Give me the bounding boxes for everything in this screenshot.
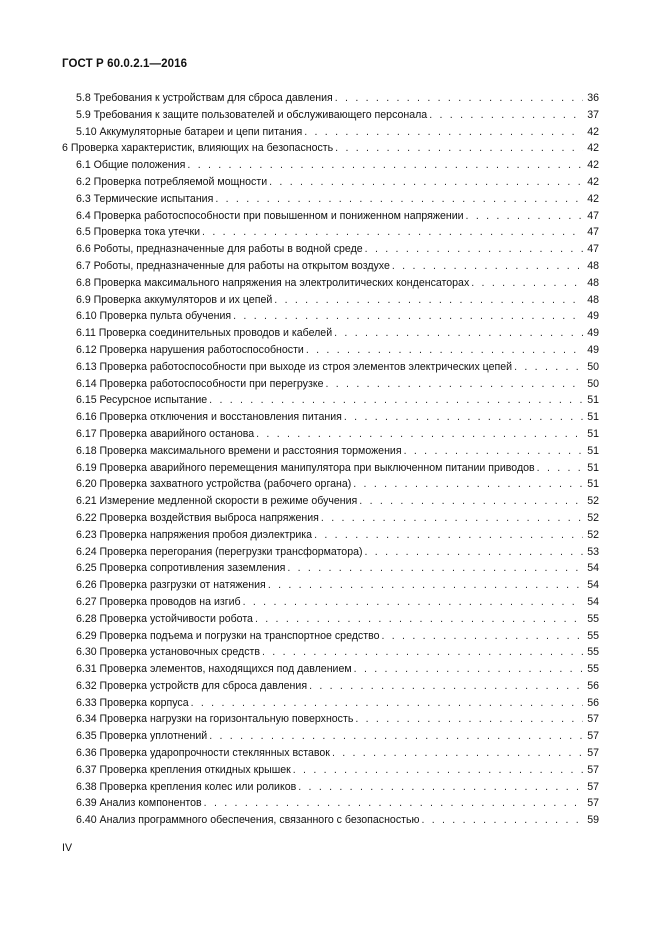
dot-leader (471, 275, 583, 292)
toc-entry-title: 6.15 Ресурсное испытание (76, 394, 208, 407)
toc-entry-page: 52 (587, 528, 599, 541)
toc-entry[interactable] (62, 560, 599, 577)
dot-leader (274, 292, 583, 309)
dot-leader (404, 443, 583, 460)
dot-leader (187, 157, 583, 174)
toc-entry[interactable] (62, 611, 599, 628)
toc-entry[interactable] (62, 795, 599, 812)
toc-entry-page: 57 (587, 780, 599, 793)
toc-entry-page: 42 (587, 192, 599, 205)
toc-entry[interactable] (62, 661, 599, 678)
toc-entry-title: 6.23 Проверка напряжения пробоя диэлектрика (76, 528, 313, 541)
toc-entry-title: 6.30 Проверка установочных средств (76, 646, 260, 659)
toc-entry-title: 6.5 Проверка тока утечки (76, 226, 201, 239)
dot-leader (344, 409, 583, 426)
dot-leader (204, 795, 583, 812)
toc-entry-page: 55 (587, 646, 599, 659)
dot-leader (365, 241, 583, 258)
toc-entry[interactable] (62, 359, 599, 376)
toc-entry[interactable] (62, 779, 599, 796)
toc-entry[interactable] (62, 728, 599, 745)
toc-entry[interactable] (62, 241, 599, 258)
toc-entry-title: 5.8 Требования к устройствам для сброса давления (76, 92, 333, 104)
toc-entry-page: 48 (587, 293, 599, 306)
toc-entry-title: 6.11 Проверка соединительных проводов и кабелей (76, 327, 333, 340)
toc-entry[interactable] (62, 376, 599, 393)
toc-entry-title: 6.29 Проверка подъема и погрузки на транспортное средство (76, 629, 380, 642)
toc-entry[interactable] (62, 493, 599, 510)
toc-entry-title: 6.18 Проверка максимального времени и расстояния торможения (76, 444, 402, 457)
toc-entry[interactable] (62, 174, 599, 191)
dot-leader (262, 644, 583, 661)
dot-leader (233, 308, 583, 325)
toc-entry-title: 6.40 Анализ программного обеспечения, связанного с безопасностью (76, 814, 420, 827)
toc-entry-title: 6.6 Роботы, предназначенные для работы в водной среде (76, 243, 363, 256)
dot-leader (243, 594, 583, 611)
toc-entry-title: 6.38 Проверка крепления колес или роликов (76, 780, 297, 793)
toc-entry-page: 49 (587, 327, 599, 340)
page-number: IV (62, 842, 73, 854)
dot-leader (256, 426, 583, 443)
toc-entry-page: 49 (587, 310, 599, 323)
dot-leader (268, 577, 583, 594)
toc-entry[interactable] (62, 292, 599, 309)
dot-leader (269, 174, 583, 191)
toc-entry[interactable] (62, 762, 599, 779)
dot-leader (392, 258, 583, 275)
dot-leader (191, 695, 583, 712)
toc-entry-title: 5.9 Требования к защите пользователей и обслуживающего персонала (76, 108, 428, 121)
toc-entry[interactable] (62, 224, 599, 241)
dot-leader (429, 107, 583, 124)
dot-leader (335, 140, 583, 157)
toc-entry-title: 6.10 Проверка пульта обучения (76, 310, 232, 323)
toc-entry-title: 6.22 Проверка воздействия выброса напряжения (76, 511, 319, 524)
toc-entry-page: 36 (587, 92, 599, 104)
toc-entry[interactable] (62, 476, 599, 493)
dot-leader (332, 745, 583, 762)
toc-entry-title: 6.9 Проверка аккумуляторов и их цепей (76, 293, 273, 306)
toc-entry-title: 6.35 Проверка уплотнений (76, 730, 208, 743)
toc-entry-page: 57 (587, 713, 599, 726)
toc-entry-title: 6.17 Проверка аварийного останова (76, 427, 255, 440)
dot-leader (293, 762, 583, 779)
dot-leader (334, 325, 583, 342)
toc-entry-title: 6.7 Роботы, предназначенные для работы на открытом воздухе (76, 259, 390, 272)
toc-entry[interactable] (62, 157, 599, 174)
toc-entry-page: 49 (587, 343, 599, 356)
toc-entry-page: 52 (587, 511, 599, 524)
toc-entry-title: 6.26 Проверка разгрузки от натяжения (76, 579, 266, 592)
dot-leader (355, 711, 583, 728)
toc-entry-page: 50 (587, 360, 599, 373)
toc-entry-title: 6.8 Проверка максимального напряжения на электролитических конденсаторах (76, 276, 470, 289)
toc-entry-page: 53 (587, 545, 599, 558)
dot-leader (365, 544, 583, 561)
dot-leader (314, 527, 583, 544)
toc-entry-page: 54 (587, 579, 599, 592)
toc-entry-page: 54 (587, 595, 599, 608)
toc-entry-title: 6.39 Анализ компонентов (76, 797, 202, 810)
toc-entry-page: 47 (587, 226, 599, 239)
dot-leader (381, 628, 583, 645)
toc-entry-page: 57 (587, 747, 599, 760)
toc-entry[interactable] (62, 90, 599, 107)
toc-entry[interactable] (62, 695, 599, 712)
toc-entry[interactable] (62, 644, 599, 661)
toc-entry-title: 6 Проверка характеристик, влияющих на безопасность (62, 142, 334, 155)
toc-entry-page: 47 (587, 209, 599, 222)
toc-entry[interactable] (62, 745, 599, 762)
toc-entry-title: 6.1 Общие положения (76, 159, 186, 172)
toc-entry[interactable] (62, 594, 599, 611)
toc-entry[interactable] (62, 409, 599, 426)
toc-entry[interactable] (62, 460, 599, 477)
toc-entry-title: 6.24 Проверка перегорания (перегрузки трансформатора) (76, 545, 363, 558)
toc-entry[interactable] (62, 426, 599, 443)
toc-entry-page: 48 (587, 259, 599, 272)
toc-entry-page: 57 (587, 797, 599, 810)
toc-entry-page: 42 (587, 175, 599, 188)
toc-entry[interactable] (62, 527, 599, 544)
dot-leader (306, 342, 583, 359)
toc-entry-title: 6.32 Проверка устройств для сброса давления (76, 679, 308, 692)
toc-entry-title: 6.19 Проверка аварийного перемещения манипулятора при выключенном питании приводов (76, 461, 535, 474)
document-header: ГОСТ Р 60.0.2.1—2016 (62, 58, 188, 70)
dot-leader (304, 124, 583, 141)
toc-entry-title: 6.31 Проверка элементов, находящихся под давлением (76, 663, 352, 676)
toc-entry-title: 6.36 Проверка ударопрочности стеклянных вставок (76, 747, 330, 760)
toc-entry-page: 51 (587, 444, 599, 457)
toc-entry[interactable] (62, 392, 599, 409)
dot-leader (335, 90, 583, 107)
dot-leader (421, 812, 583, 829)
toc-entry-page: 51 (587, 478, 599, 491)
toc-entry[interactable] (62, 140, 599, 157)
toc-entry-title: 6.27 Проверка проводов на изгиб (76, 595, 241, 608)
toc-entry[interactable] (62, 812, 599, 829)
dot-leader (359, 493, 583, 510)
toc-entry[interactable] (62, 544, 599, 561)
toc-entry-page: 59 (587, 814, 599, 827)
dot-leader (215, 191, 583, 208)
toc-entry[interactable] (62, 678, 599, 695)
toc-entry-page: 57 (587, 763, 599, 776)
toc-entry-page: 55 (587, 663, 599, 676)
toc-entry[interactable] (62, 510, 599, 527)
toc-entry-page: 42 (587, 125, 599, 138)
toc-entry[interactable] (62, 275, 599, 292)
toc-entry[interactable] (62, 258, 599, 275)
toc-entry-title: 6.2 Проверка потребляемой мощности (76, 175, 268, 188)
toc-entry-title: 6.25 Проверка сопротивления заземления (76, 562, 286, 575)
toc-entry-page: 54 (587, 562, 599, 575)
toc-entry-page: 47 (587, 243, 599, 256)
toc-entry-page: 37 (587, 108, 599, 121)
dot-leader (514, 359, 583, 376)
toc-entry[interactable] (62, 342, 599, 359)
toc-entry[interactable] (62, 124, 599, 141)
toc-entry-title: 6.28 Проверка устойчивости робота (76, 612, 253, 625)
toc-entry-title: 6.12 Проверка нарушения работоспособности (76, 343, 304, 356)
toc-entry[interactable] (62, 208, 599, 225)
toc-entry-title: 5.10 Аккумуляторные батареи и цепи питания (76, 125, 303, 138)
toc-entry-page: 56 (587, 696, 599, 709)
toc-entry-title: 6.14 Проверка работоспособности при перегрузке (76, 377, 324, 390)
dot-leader (309, 678, 583, 695)
dot-leader (255, 611, 583, 628)
toc-entry-title: 6.4 Проверка работоспособности при повышенном и пониженном напряжении (76, 209, 464, 222)
toc-entry[interactable] (62, 191, 599, 208)
dot-leader (325, 376, 583, 393)
dot-leader (537, 460, 583, 477)
toc-entry[interactable] (62, 107, 599, 124)
toc-entry-title: 6.3 Термические испытания (76, 192, 214, 205)
toc-entry-page: 51 (587, 461, 599, 474)
toc-entry[interactable] (62, 577, 599, 594)
toc-entry-page: 57 (587, 730, 599, 743)
dot-leader (353, 476, 583, 493)
toc-entry-title: 6.16 Проверка отключения и восстановления питания (76, 411, 342, 424)
toc-entry-title: 6.34 Проверка нагрузки на горизонтальную поверхность (76, 713, 354, 726)
toc-entry-title: 6.20 Проверка захватного устройства (рабочего органа) (76, 478, 352, 491)
toc-entry[interactable] (62, 628, 599, 645)
toc-entry-title: 6.21 Измерение медленной скорости в режиме обучения (76, 495, 358, 508)
toc-entry-page: 55 (587, 629, 599, 642)
toc-entry[interactable] (62, 443, 599, 460)
dot-leader (298, 779, 583, 796)
dot-leader (354, 661, 583, 678)
table-of-contents (62, 90, 599, 829)
toc-entry-page: 50 (587, 377, 599, 390)
dot-leader (287, 560, 583, 577)
dot-leader (209, 392, 583, 409)
toc-entry-page: 55 (587, 612, 599, 625)
toc-entry-page: 51 (587, 411, 599, 424)
toc-entry-page: 56 (587, 679, 599, 692)
dot-leader (202, 224, 583, 241)
toc-entry-title: 6.33 Проверка корпуса (76, 696, 189, 709)
toc-entry-page: 42 (587, 159, 599, 172)
dot-leader (321, 510, 583, 527)
dot-leader (209, 728, 583, 745)
toc-entry-page: 52 (587, 495, 599, 508)
toc-entry-page: 42 (587, 142, 599, 155)
toc-entry-page: 48 (587, 276, 599, 289)
toc-entry-page: 51 (587, 427, 599, 440)
dot-leader (466, 208, 583, 225)
toc-entry[interactable] (62, 325, 599, 342)
toc-entry[interactable] (62, 308, 599, 325)
toc-entry-title: 6.13 Проверка работоспособности при выходе из строя элементов электрических цепей (76, 360, 513, 373)
toc-entry-page: 51 (587, 394, 599, 407)
toc-entry[interactable] (62, 711, 599, 728)
toc-entry-title: 6.37 Проверка крепления откидных крышек (76, 763, 291, 776)
